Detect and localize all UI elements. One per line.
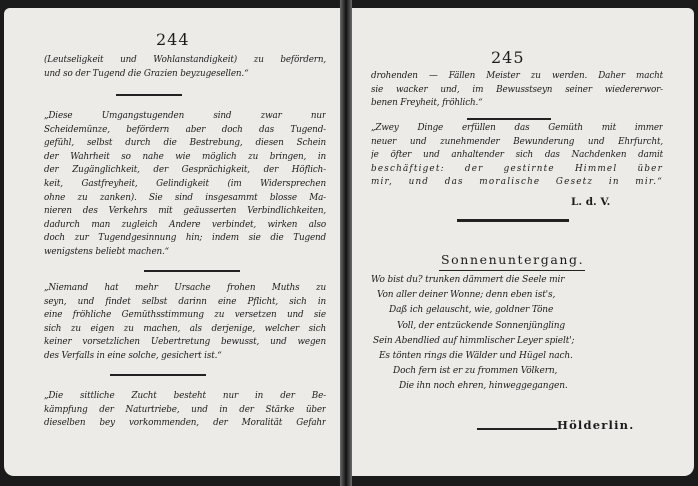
signature-author-initials: L. d. V.	[571, 196, 611, 208]
poem-line: Von aller deiner Wonne; denn eben ist's,	[377, 290, 556, 301]
text-line: drohenden — Fällen Meister zu werden. Daher macht	[371, 71, 663, 81]
paragraph-umgangstugenden	[44, 110, 326, 260]
text-line: je öfter und anhaltender sich das Nachdenken damit	[371, 150, 663, 161]
text-line: der Zugänglichkeit, der Gesprächigkeit, der Höflich-	[44, 165, 326, 176]
poem-line: Es tönten rings die Wälder und Hügel nach.	[379, 351, 573, 362]
text-line: sich zu eigen zu machen, als derjenige, welcher sich	[44, 323, 326, 334]
section-divider	[110, 374, 206, 376]
text-line: des Verfalls in eine solche, gesichert ist.“	[44, 350, 222, 361]
text-line: „Die sittliche Zucht besteht nur in der Be-	[44, 391, 326, 401]
poem-title-underline	[439, 270, 585, 271]
section-divider	[467, 118, 551, 120]
poem-line: Doch fern ist er zu frommen Völkern,	[393, 366, 558, 377]
section-divider	[116, 94, 182, 96]
text-line: neuer und zunehmender Bewunderung und Ehrfurcht,	[371, 136, 663, 147]
text-line: wenigstens beliebt machen.“	[44, 246, 170, 257]
text-line: dieselben bey vorkommenden, der Moralität Gefahr	[44, 418, 326, 429]
text-line: sie wacker und, im Bewusstseyn seiner wiedererwor-	[371, 84, 663, 95]
page-number: 245	[491, 48, 525, 67]
text-line: Scheidemünze, befördern aber doch das Tugend-	[44, 124, 326, 135]
text-line: und so der Tugend die Grazien beyzugesellen.“	[44, 68, 249, 79]
paragraph-continuation	[371, 70, 663, 111]
signature-poet: Hölderlin.	[557, 418, 635, 432]
book-gutter	[340, 0, 352, 486]
text-line: dadurch man zugleich Andere verbindet, wirken also	[44, 219, 326, 230]
poem-line: Wo bist du? trunken dämmert die Seele mir	[371, 275, 565, 285]
poem-title: Sonnenuntergang.	[441, 252, 585, 267]
text-line: doch zur Tugendgesinnung hin; indem sie die Tugend	[44, 233, 326, 244]
section-divider	[144, 270, 240, 272]
poem-line: Sein Abendlied auf himmlischer Leyer spielt';	[373, 335, 575, 346]
right-page	[349, 8, 694, 476]
text-line: kämpfung der Naturtriebe, und in der Stärke über	[44, 404, 326, 415]
text-line: keit, Gastfreyheit, Gelindigkeit (im Widersprechen	[44, 178, 326, 189]
left-page	[4, 8, 342, 476]
text-line: ohne zu zanken). Sie sind insgesammt blosse Ma-	[44, 192, 326, 203]
text-line: nieren des Verkehrs mit geäusserten Verbindlichkeiten,	[44, 206, 326, 217]
text-line: „Diese Umgangstugenden sind zwar nur	[44, 111, 326, 121]
paragraph-zwey-dinge	[371, 122, 663, 190]
text-line: (Leutseligkeit und Wohlanstandigkeit) zu befördern,	[44, 55, 326, 65]
paragraph-continuation	[44, 54, 326, 81]
poem-line: Daß ich gelauscht, wie, goldner Töne	[389, 305, 554, 316]
poem-line: Die ihn noch ehren, hinweggegangen.	[399, 381, 568, 392]
section-divider	[457, 219, 569, 222]
paragraph-sittliche-zucht	[44, 390, 326, 431]
text-line: benen Freyheit, fröhlich.“	[371, 98, 483, 109]
text-line: „Zwey Dinge erfüllen das Gemüth mit immer	[371, 123, 663, 133]
text-line: eine fröhliche Gemüthsstimmung zu versetzen und sie	[44, 310, 326, 321]
page-number: 244	[156, 30, 190, 49]
text-line: mir, und das moralische Gesetz in mir.“	[371, 177, 663, 188]
poem-body	[371, 273, 671, 395]
text-line: keiner vorsetzlichen Uebertretung bewusst, und wegen	[44, 337, 326, 348]
paragraph-frohen-muths	[44, 282, 326, 364]
text-line: beschäftiget: der gestirnte Himmel über	[371, 163, 663, 174]
text-line: „Niemand hat mehr Ursache frohen Muths zu	[44, 283, 326, 293]
signature-rule	[477, 428, 557, 430]
text-line: der Wahrheit so nahe wie möglich zu bringen, in	[44, 151, 326, 162]
text-line: seyn, und findet selbst darinn eine Pflicht, sich in	[44, 296, 326, 307]
text-line: gefühl, selbst durch die Bestrebung, diesen Schein	[44, 138, 326, 149]
poem-line: Voll, der entzückende Sonnenjüngling	[397, 320, 566, 331]
